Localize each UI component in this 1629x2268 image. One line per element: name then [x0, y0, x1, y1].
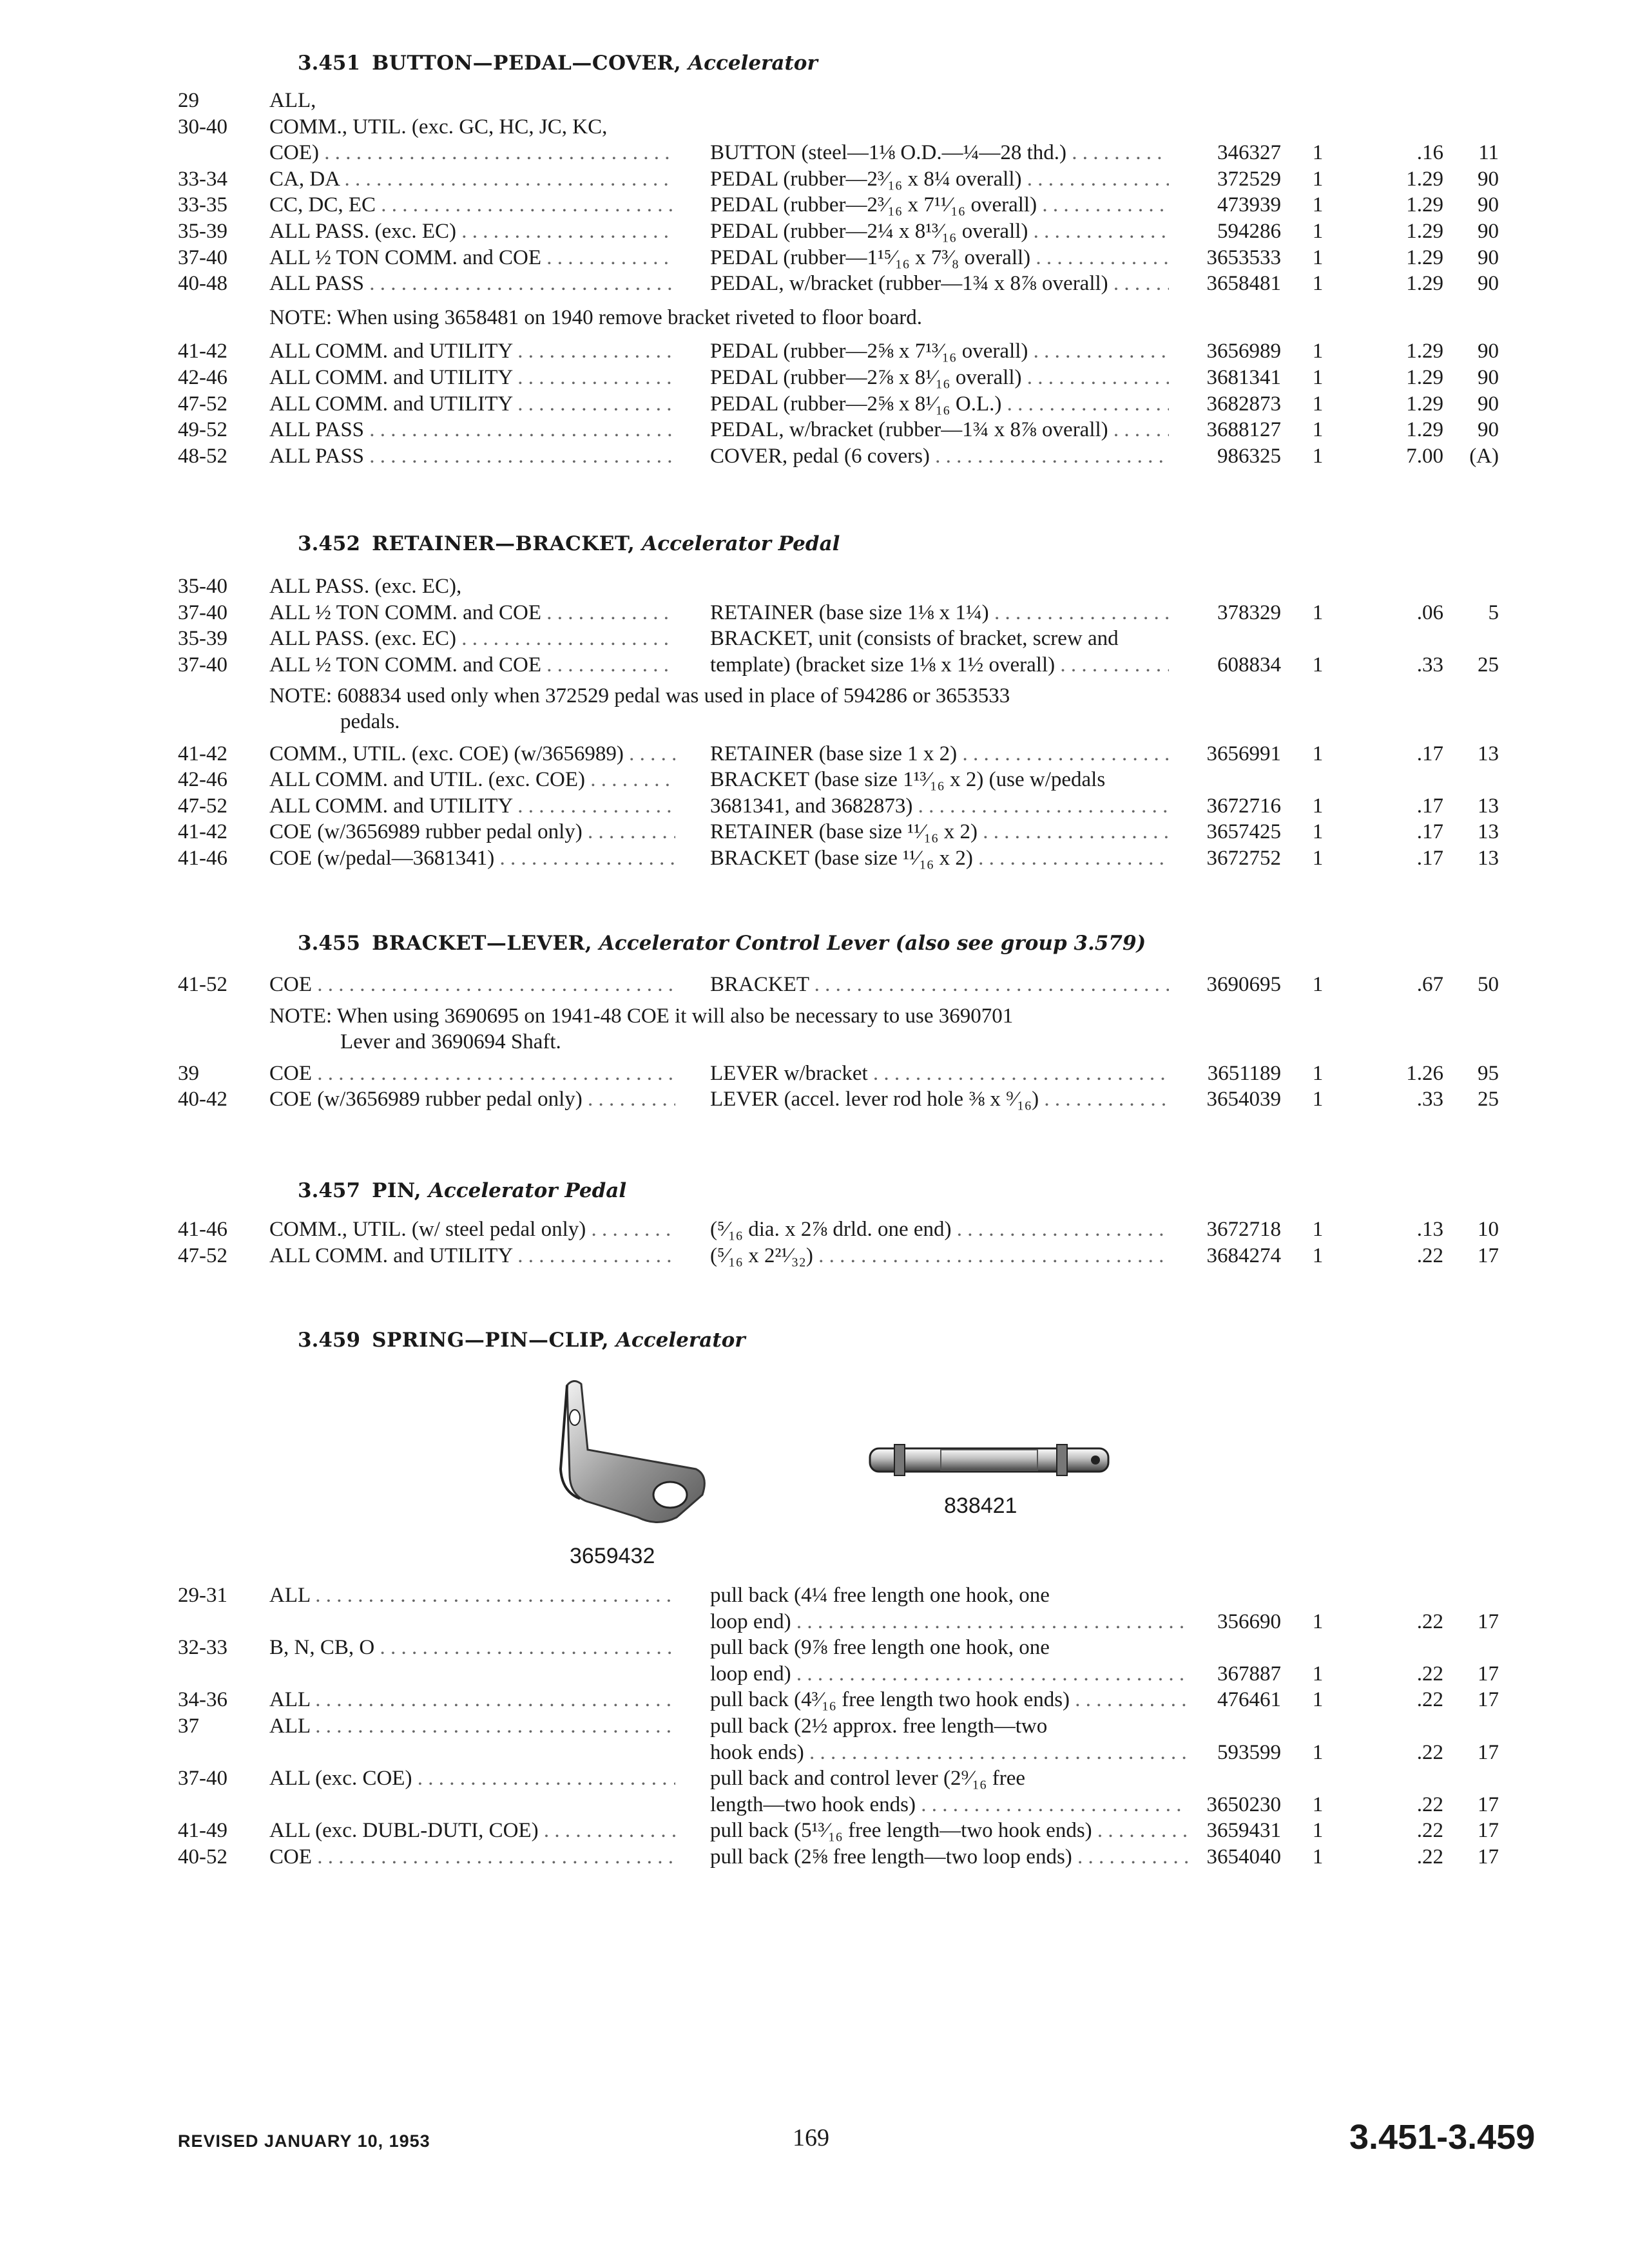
- table-row: [0, 626, 1629, 651]
- list-price: 1.29: [1406, 193, 1443, 217]
- list-price: .22: [1416, 1845, 1443, 1869]
- note-line: NOTE: When using 3658481 on 1940 remove bracket riveted to floor board.: [269, 305, 922, 329]
- price-code: 90: [1478, 366, 1499, 389]
- price-code: 13: [1478, 847, 1499, 870]
- page-number: 169: [793, 2124, 829, 2151]
- model-years: 40-52: [178, 1845, 227, 1869]
- model-description: ALL . . .: [269, 1687, 675, 1713]
- table-row: [0, 1713, 1629, 1739]
- section-subtitle: Accelerator: [681, 52, 818, 75]
- table-row: [0, 741, 1629, 767]
- part-description: (⁵⁄₁₆ dia. x 2⅞ drld. one end) . . .: [710, 1216, 1169, 1242]
- quantity: 1: [1312, 392, 1324, 416]
- table-row: [0, 1635, 1629, 1660]
- part-description: PEDAL (rubber—2¼ x 8¹³⁄₁₆ overall) . . .: [710, 218, 1169, 244]
- model-years: 35-39: [178, 220, 227, 243]
- model-years: 41-42: [178, 340, 227, 363]
- list-price: 7.00: [1406, 444, 1443, 468]
- part-description: PEDAL (rubber—2³⁄₁₆ x 8¼ overall) . . .: [710, 166, 1169, 192]
- section-number: 3.452: [298, 532, 361, 555]
- price-code: 90: [1478, 245, 1499, 269]
- model-description: ALL . . .: [269, 1713, 675, 1739]
- quantity: 1: [1312, 167, 1324, 191]
- model-years: 37: [178, 1715, 199, 1738]
- model-description: COE) . . .: [269, 140, 675, 166]
- part-description: RETAINER (base size ¹¹⁄₁₆ x 2) . . .: [710, 819, 1169, 845]
- price-code: 13: [1478, 742, 1499, 765]
- model-description: ALL,: [269, 89, 316, 112]
- list-price: 1.29: [1406, 272, 1443, 296]
- model-description: ALL PASS. (exc. EC),: [269, 575, 462, 598]
- part-description: LEVER w/bracket . . .: [710, 1061, 1169, 1086]
- table-row: [0, 166, 1629, 192]
- table-row: [0, 114, 1629, 140]
- table-row: [0, 972, 1629, 997]
- model-description: COE . . .: [269, 1061, 675, 1086]
- model-description: ALL (exc. DUBL-DUTI, COE) . . .: [269, 1818, 675, 1843]
- table-row: [0, 793, 1629, 819]
- list-price: 1.29: [1406, 220, 1443, 243]
- model-years: 42-46: [178, 768, 227, 792]
- table-row: [0, 245, 1629, 271]
- table-row: [0, 1661, 1629, 1687]
- quantity: 1: [1312, 193, 1324, 217]
- part-number: 367887: [1217, 1662, 1281, 1686]
- list-price: .22: [1416, 1244, 1443, 1267]
- section-number: 3.455: [298, 932, 361, 955]
- model-description: COMM., UTIL. (exc. COE) (w/3656989) . . .: [269, 741, 675, 767]
- table-row: [0, 600, 1629, 626]
- part-description: template) (bracket size 1⅛ x 1½ overall) . . .: [710, 652, 1169, 678]
- section-title: RETAINER—BRACKET,: [372, 532, 635, 555]
- model-description: CC, DC, EC . . .: [269, 192, 675, 218]
- model-years: 40-48: [178, 272, 227, 296]
- part-number: 3657425: [1206, 820, 1281, 844]
- part-description: (⁵⁄₁₆ x 2²¹⁄₃₂) . . .: [710, 1243, 1169, 1269]
- table-row: [0, 845, 1629, 871]
- list-price: .13: [1416, 1218, 1443, 1241]
- price-code: (A): [1469, 444, 1499, 468]
- model-description: ALL (exc. COE) . . .: [269, 1765, 675, 1791]
- quantity: 1: [1312, 141, 1324, 165]
- price-code: 90: [1478, 193, 1499, 217]
- price-code: 50: [1478, 973, 1499, 996]
- quantity: 1: [1312, 794, 1324, 818]
- model-years: 48-52: [178, 444, 227, 468]
- note-continuation: Lever and 3690694 Shaft.: [340, 1030, 561, 1053]
- part-description: PEDAL (rubber—1¹⁵⁄₁₆ x 7³⁄₈ overall) . . .: [710, 245, 1169, 271]
- part-description: pull back (9⅞ free length one hook, one: [710, 1636, 1050, 1660]
- clip-illustration: [548, 1372, 722, 1533]
- part-number: 476461: [1217, 1688, 1281, 1712]
- table-row: [0, 391, 1629, 417]
- quantity: 1: [1312, 820, 1324, 844]
- model-years: 29-31: [178, 1584, 227, 1607]
- part-description: BRACKET . . .: [710, 972, 1169, 997]
- price-code: 17: [1478, 1792, 1499, 1816]
- part-number: 3672716: [1206, 794, 1281, 818]
- model-description: COE . . .: [269, 1844, 675, 1870]
- model-years: 35-39: [178, 627, 227, 651]
- table-row: [0, 218, 1629, 244]
- pin-part-label: 838421: [944, 1494, 1017, 1518]
- section-subtitle: Accelerator Pedal: [421, 1179, 627, 1202]
- list-price: .67: [1416, 973, 1443, 996]
- list-price: 1.29: [1406, 245, 1443, 269]
- section-heading: [298, 1329, 746, 1352]
- table-row: [0, 443, 1629, 469]
- model-years: 34-36: [178, 1688, 227, 1712]
- quantity: 1: [1312, 272, 1324, 296]
- part-number: 3654040: [1206, 1845, 1281, 1869]
- part-description: length—two hook ends) . . .: [710, 1792, 1188, 1818]
- table-row: [0, 1243, 1629, 1269]
- quantity: 1: [1312, 444, 1324, 468]
- price-code: 90: [1478, 272, 1499, 296]
- table-row: [0, 1818, 1629, 1843]
- section-title: BRACKET—LEVER,: [372, 932, 593, 955]
- table-row: [0, 819, 1629, 845]
- part-description: pull back (2½ approx. free length—two: [710, 1715, 1048, 1738]
- quantity: 1: [1312, 1662, 1324, 1686]
- revised-date: REVISED JANUARY 10, 1953: [178, 2131, 430, 2151]
- section-title: PIN,: [372, 1179, 422, 1202]
- model-description: CA, DA . . .: [269, 166, 675, 192]
- part-description: pull back (2⅝ free length—two loop ends) . . .: [710, 1844, 1188, 1870]
- part-number: 594286: [1217, 220, 1281, 243]
- model-years: 41-42: [178, 820, 227, 844]
- price-code: 17: [1478, 1688, 1499, 1712]
- model-years: 37-40: [178, 653, 227, 677]
- list-price: 1.29: [1406, 418, 1443, 442]
- list-price: .22: [1416, 1819, 1443, 1843]
- model-description: ALL COMM. and UTIL. (exc. COE) . . .: [269, 767, 675, 793]
- model-years: 41-52: [178, 973, 227, 996]
- part-number: 3656989: [1206, 340, 1281, 363]
- part-number: 3651189: [1207, 1061, 1281, 1085]
- price-code: 17: [1478, 1845, 1499, 1869]
- model-years: 33-34: [178, 167, 227, 191]
- price-code: 90: [1478, 167, 1499, 191]
- model-description: ALL PASS. (exc. EC) . . .: [269, 626, 675, 651]
- table-row: [0, 140, 1629, 166]
- part-description: pull back (4³⁄₁₆ free length two hook ends) . . .: [710, 1687, 1188, 1713]
- pin-illustration: [863, 1430, 1121, 1488]
- price-code: 90: [1478, 340, 1499, 363]
- price-code: 17: [1478, 1244, 1499, 1267]
- part-number: 3650230: [1206, 1792, 1281, 1816]
- part-number: 3681341: [1206, 366, 1281, 389]
- part-number: 3653533: [1206, 245, 1281, 269]
- list-price: .22: [1416, 1610, 1443, 1633]
- part-number: 473939: [1217, 193, 1281, 217]
- part-number: 3672752: [1206, 847, 1281, 870]
- model-description: ALL ½ TON COMM. and COE . . .: [269, 245, 675, 271]
- quantity: 1: [1312, 1244, 1324, 1267]
- part-description: BRACKET (base size ¹¹⁄₁₆ x 2) . . .: [710, 845, 1169, 871]
- model-description: COE (w/3656989 rubber pedal only) . . .: [269, 1086, 675, 1112]
- quantity: 1: [1312, 653, 1324, 677]
- parts-note: [269, 1003, 1184, 1055]
- part-number: 3688127: [1206, 418, 1281, 442]
- table-row: [0, 767, 1629, 793]
- price-code: 25: [1478, 653, 1499, 677]
- model-years: 47-52: [178, 392, 227, 416]
- price-code: 11: [1478, 141, 1499, 165]
- list-price: 1.29: [1406, 340, 1443, 363]
- model-description: ALL COMM. and UTILITY . . .: [269, 338, 675, 364]
- part-description: pull back (4¼ free length one hook, one: [710, 1584, 1050, 1607]
- quantity: 1: [1312, 1792, 1324, 1816]
- list-price: .22: [1416, 1688, 1443, 1712]
- quantity: 1: [1312, 366, 1324, 389]
- quantity: 1: [1312, 245, 1324, 269]
- model-description: ALL ½ TON COMM. and COE . . .: [269, 600, 675, 626]
- section-subtitle: Accelerator Pedal: [635, 532, 840, 555]
- part-description: PEDAL (rubber—2⅝ x 7¹³⁄₁₆ overall) . . .: [710, 338, 1169, 364]
- quantity: 1: [1312, 1218, 1324, 1241]
- part-number: 3690695: [1206, 973, 1281, 996]
- part-number: 346327: [1217, 141, 1281, 165]
- part-number: 3659431: [1206, 1819, 1281, 1843]
- model-description: ALL COMM. and UTILITY . . .: [269, 793, 675, 819]
- section-subtitle: Accelerator Control Lever (also see group 3.579): [592, 932, 1146, 955]
- model-years: 39: [178, 1061, 199, 1085]
- table-row: [0, 1740, 1629, 1765]
- price-code: 17: [1478, 1662, 1499, 1686]
- list-price: .17: [1416, 794, 1443, 818]
- model-years: 35-40: [178, 575, 227, 598]
- price-code: 25: [1478, 1088, 1499, 1111]
- model-description: ALL PASS . . .: [269, 417, 675, 443]
- model-years: 42-46: [178, 366, 227, 389]
- quantity: 1: [1312, 1845, 1324, 1869]
- model-years: 47-52: [178, 1244, 227, 1267]
- list-price: .22: [1416, 1792, 1443, 1816]
- section-number: 3.457: [298, 1179, 361, 1202]
- model-years: 40-42: [178, 1088, 227, 1111]
- quantity: 1: [1312, 1610, 1324, 1633]
- model-years: 37-40: [178, 601, 227, 624]
- model-description: ALL PASS . . .: [269, 271, 675, 296]
- part-description: LEVER (accel. lever rod hole ⅜ x ⁹⁄₁₆) . . .: [710, 1086, 1169, 1112]
- price-code: 13: [1478, 794, 1499, 818]
- list-price: .22: [1416, 1740, 1443, 1764]
- section-heading: [298, 1179, 626, 1202]
- table-row: [0, 652, 1629, 678]
- quantity: 1: [1312, 1688, 1324, 1712]
- part-number: 378329: [1217, 601, 1281, 624]
- part-description: 3681341, and 3682873) . . .: [710, 793, 1169, 819]
- model-description: COE . . .: [269, 972, 675, 997]
- table-row: [0, 1765, 1629, 1791]
- table-row: [0, 1582, 1629, 1608]
- model-years: 33-35: [178, 193, 227, 217]
- part-number: 356690: [1217, 1610, 1281, 1633]
- price-code: 10: [1478, 1218, 1499, 1241]
- quantity: 1: [1312, 418, 1324, 442]
- section-title: SPRING—PIN—CLIP,: [372, 1329, 610, 1352]
- note-continuation: pedals.: [340, 710, 400, 734]
- clip-part-label: 3659432: [570, 1544, 655, 1568]
- section-number: 3.459: [298, 1329, 361, 1352]
- table-row: [0, 417, 1629, 443]
- part-number: 3672718: [1206, 1218, 1281, 1241]
- model-description: ALL PASS . . .: [269, 443, 675, 469]
- table-row: [0, 1086, 1629, 1112]
- part-description: PEDAL (rubber—2⅞ x 8¹⁄₁₆ overall) . . .: [710, 365, 1169, 390]
- model-description: ALL COMM. and UTILITY . . .: [269, 391, 675, 417]
- list-price: 1.29: [1406, 392, 1443, 416]
- section-heading: [298, 52, 818, 75]
- list-price: .16: [1416, 141, 1443, 165]
- quantity: 1: [1312, 847, 1324, 870]
- part-description: PEDAL, w/bracket (rubber—1¾ x 8⅞ overall) . . .: [710, 271, 1169, 296]
- list-price: .17: [1416, 742, 1443, 765]
- note-line: NOTE: When using 3690695 on 1941-48 COE it will also be necessary to use 3690701: [269, 1004, 1014, 1028]
- price-code: 17: [1478, 1610, 1499, 1633]
- model-years: 29: [178, 89, 199, 112]
- part-number: 3658481: [1206, 272, 1281, 296]
- model-description: ALL COMM. and UTILITY . . .: [269, 365, 675, 390]
- model-description: COMM., UTIL. (w/ steel pedal only) . . .: [269, 1216, 675, 1242]
- price-code: 90: [1478, 220, 1499, 243]
- table-row: [0, 271, 1629, 296]
- model-description: ALL COMM. and UTILITY . . .: [269, 1243, 675, 1269]
- model-years: 41-46: [178, 847, 227, 870]
- part-description: RETAINER (base size 1⅛ x 1¼) . . .: [710, 600, 1169, 626]
- part-description: BRACKET (base size 1¹³⁄₁₆ x 2) (use w/pedals: [710, 768, 1106, 792]
- model-description: COE (w/3656989 rubber pedal only) . . .: [269, 819, 675, 845]
- part-description: BRACKET, unit (consists of bracket, screw and: [710, 627, 1119, 651]
- parts-note: [269, 305, 1184, 331]
- table-row: [0, 338, 1629, 364]
- part-number: 372529: [1217, 167, 1281, 191]
- model-years: 37-40: [178, 245, 227, 269]
- table-row: [0, 192, 1629, 218]
- model-years: 47-52: [178, 794, 227, 818]
- section-subtitle: Accelerator: [609, 1329, 746, 1352]
- part-description: PEDAL (rubber—2⅝ x 8¹⁄₁₆ O.L.) . . .: [710, 391, 1169, 417]
- quantity: 1: [1312, 1819, 1324, 1843]
- list-price: .17: [1416, 820, 1443, 844]
- note-line: NOTE: 608834 used only when 372529 pedal was used in place of 594286 or 3653533: [269, 684, 1010, 708]
- part-number: 593599: [1217, 1740, 1281, 1764]
- model-years: 49-52: [178, 418, 227, 442]
- model-years: 37-40: [178, 1767, 227, 1791]
- table-row: [0, 1687, 1629, 1713]
- price-code: 13: [1478, 820, 1499, 844]
- section-number: 3.451: [298, 52, 361, 75]
- table-row: [0, 88, 1629, 113]
- part-description: pull back and control lever (2⁹⁄₁₆ free: [710, 1767, 1025, 1791]
- model-description: COMM., UTIL. (exc. GC, HC, JC, KC,: [269, 115, 608, 139]
- table-row: [0, 1792, 1629, 1818]
- part-number: 3654039: [1206, 1088, 1281, 1111]
- price-code: 90: [1478, 418, 1499, 442]
- model-years: 41-42: [178, 742, 227, 765]
- part-description: PEDAL (rubber—2³⁄₁₆ x 7¹¹⁄₁₆ overall) . . .: [710, 192, 1169, 218]
- quantity: 1: [1312, 340, 1324, 363]
- table-row: [0, 1061, 1629, 1086]
- list-price: 1.26: [1406, 1061, 1443, 1085]
- price-code: 17: [1478, 1740, 1499, 1764]
- model-years: 41-49: [178, 1819, 227, 1843]
- part-number: 986325: [1217, 444, 1281, 468]
- model-description: ALL . . .: [269, 1582, 675, 1608]
- section-heading: [298, 532, 840, 555]
- price-code: 95: [1478, 1061, 1499, 1085]
- quantity: 1: [1312, 1061, 1324, 1085]
- table-row: [0, 365, 1629, 390]
- model-description: B, N, CB, O . . .: [269, 1635, 675, 1660]
- part-description: pull back (5¹³⁄₁₆ free length—two hook ends) . . .: [710, 1818, 1188, 1843]
- model-description: ALL PASS. (exc. EC) . . .: [269, 218, 675, 244]
- table-row: [0, 1609, 1629, 1635]
- list-price: 1.29: [1406, 167, 1443, 191]
- part-number: 3656991: [1206, 742, 1281, 765]
- part-number: 3682873: [1206, 392, 1281, 416]
- model-description: ALL ½ TON COMM. and COE . . .: [269, 652, 675, 678]
- group-range: 3.451-3.459: [1349, 2118, 1536, 2157]
- list-price: .33: [1416, 1088, 1443, 1111]
- part-description: PEDAL, w/bracket (rubber—1¾ x 8⅞ overall) . . .: [710, 417, 1169, 443]
- table-row: [0, 573, 1629, 599]
- table-row: [0, 1216, 1629, 1242]
- model-years: 32-33: [178, 1636, 227, 1660]
- list-price: .06: [1416, 601, 1443, 624]
- price-code: 17: [1478, 1819, 1499, 1843]
- price-code: 5: [1488, 601, 1499, 624]
- part-description: RETAINER (base size 1 x 2) . . .: [710, 741, 1169, 767]
- quantity: 1: [1312, 973, 1324, 996]
- quantity: 1: [1312, 601, 1324, 624]
- model-years: 41-46: [178, 1218, 227, 1241]
- quantity: 1: [1312, 1740, 1324, 1764]
- table-row: [0, 1844, 1629, 1870]
- list-price: 1.29: [1406, 366, 1443, 389]
- part-description: loop end) . . .: [710, 1661, 1188, 1687]
- model-description: COE (w/pedal—3681341) . . .: [269, 845, 675, 871]
- section-heading: [298, 932, 1146, 955]
- quantity: 1: [1312, 220, 1324, 243]
- quantity: 1: [1312, 1088, 1324, 1111]
- quantity: 1: [1312, 742, 1324, 765]
- price-code: 90: [1478, 392, 1499, 416]
- part-description: loop end) . . .: [710, 1609, 1188, 1635]
- model-years: 30-40: [178, 115, 227, 139]
- list-price: .17: [1416, 847, 1443, 870]
- part-description: COVER, pedal (6 covers) . . .: [710, 443, 1169, 469]
- part-description: hook ends) . . .: [710, 1740, 1188, 1765]
- parts-note: [269, 683, 1184, 735]
- part-number: 3684274: [1206, 1244, 1281, 1267]
- list-price: .22: [1416, 1662, 1443, 1686]
- section-title: BUTTON—PEDAL—COVER,: [372, 52, 682, 75]
- part-description: BUTTON (steel—1⅛ O.D.—¼—28 thd.) . . .: [710, 140, 1169, 166]
- list-price: .33: [1416, 653, 1443, 677]
- part-number: 608834: [1217, 653, 1281, 677]
